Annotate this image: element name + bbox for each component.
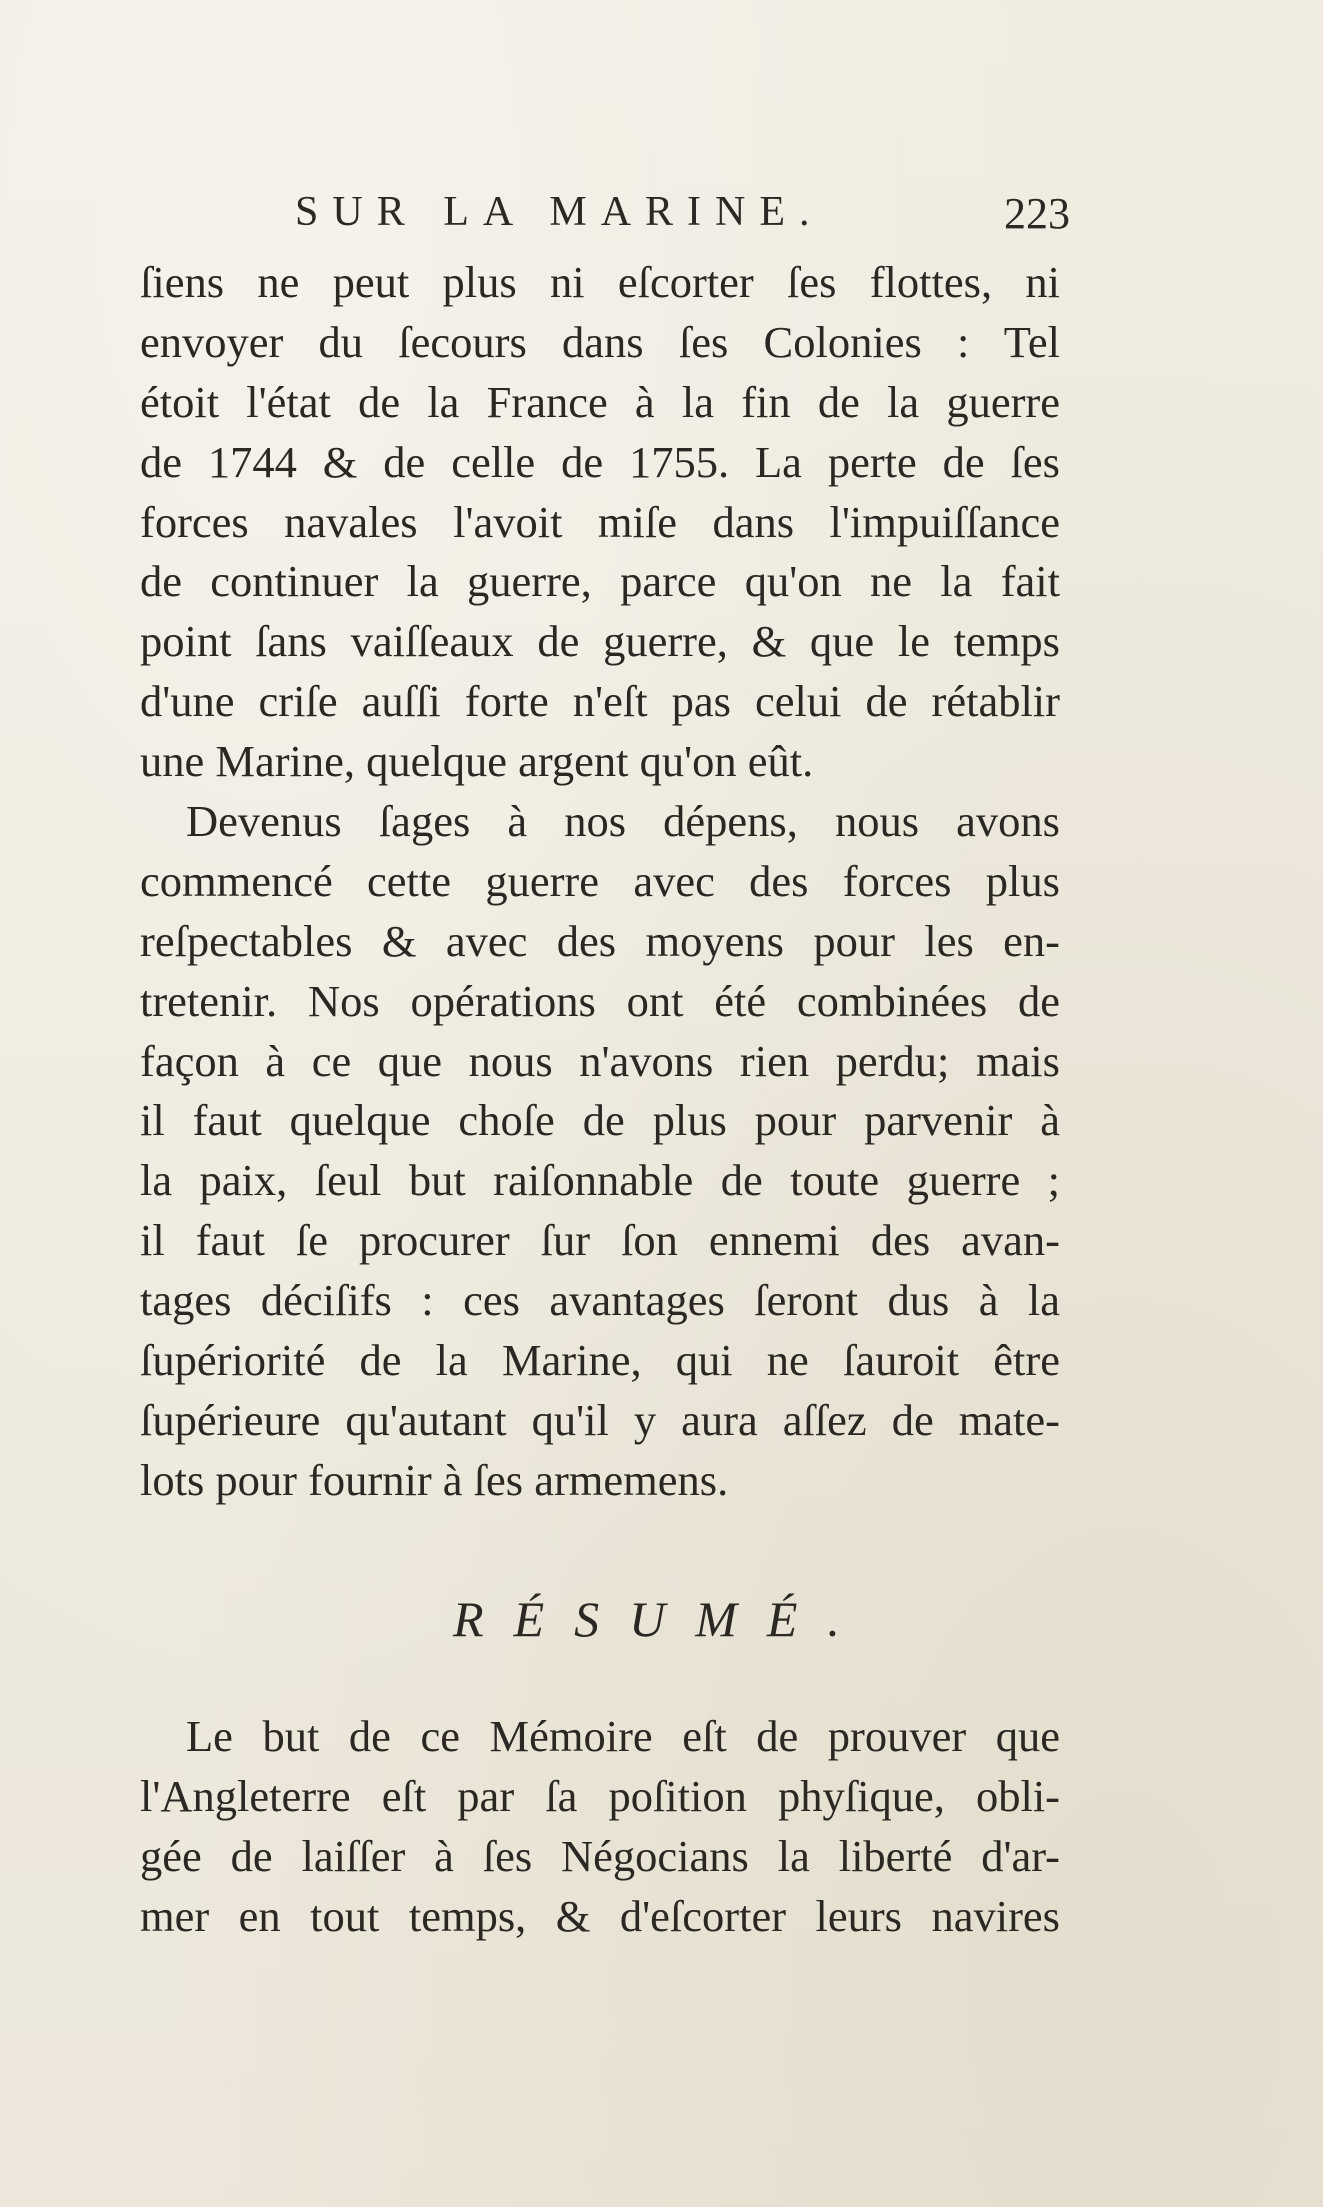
page-number: 223 <box>1004 189 1070 238</box>
text-line: il faut quelque choſe de plus pour parvenir à <box>140 1095 1060 1146</box>
text-line: ſupérieure qu'autant qu'il y aura aſſez de mate- <box>140 1394 1060 1445</box>
section-title: RÉSUMÉ. <box>453 1591 870 1647</box>
text-line: l'Angleterre eſt par ſa poſition phyſique, obli- <box>140 1770 1060 1821</box>
text-line: point ſans vaiſſeaux de guerre, & que le temps <box>140 616 1060 667</box>
running-head <box>295 188 1070 248</box>
text-line: d'une criſe auſſi forte n'eſt pas celui de rétablir <box>140 676 1060 727</box>
text-line: lots pour fournir à ſes armemens. <box>140 1454 729 1505</box>
text-line: mer en tout temps, & d'eſcorter leurs navires <box>140 1890 1060 1941</box>
text-line: reſpectables & avec des moyens pour les en- <box>140 915 1060 966</box>
text-line: ſupériorité de la Marine, qui ne ſauroit être <box>140 1335 1060 1386</box>
text-line: façon à ce que nous n'avons rien perdu; mais <box>140 1035 1060 1086</box>
text-line: gée de laiſſer à ſes Négocians la liberté d'ar- <box>140 1830 1060 1881</box>
text-line: tages déciſifs : ces avantages ſeront dus à la <box>140 1275 1060 1326</box>
text-line: forces navales l'avoit miſe dans l'impuiſſance <box>140 496 1060 547</box>
text-line: une Marine, quelque argent qu'on eût. <box>140 736 814 787</box>
text-line: étoit l'état de la France à la fin de la guerre <box>140 376 1060 427</box>
text-line: commencé cette guerre avec des forces plus <box>140 855 1060 906</box>
text-line: tretenir. Nos opérations ont été combinées de <box>140 975 1060 1026</box>
running-title: SUR LA MARINE. <box>295 189 824 235</box>
text-line: de 1744 & de celle de 1755. La perte de ſes <box>140 436 1060 487</box>
text-line: ſiens ne peut plus ni eſcorter ſes flottes, ni <box>140 257 1060 307</box>
body-text-top <box>140 253 1060 1511</box>
text-line: il faut ſe procurer ſur ſon ennemi des avan- <box>140 1215 1060 1266</box>
body-text-bottom <box>140 1707 1060 1947</box>
text-line: Le but de ce Mémoire eſt de prouver que <box>186 1711 1060 1761</box>
text-line: de continuer la guerre, parce qu'on ne la fait <box>140 556 1060 607</box>
text-line: envoyer du ſecours dans ſes Colonies : Tel <box>140 316 1060 367</box>
text-line: la paix, ſeul but raiſonnable de toute guerre ; <box>140 1155 1060 1206</box>
text-line: Devenus ſages à nos dépens, nous avons <box>186 796 1060 847</box>
